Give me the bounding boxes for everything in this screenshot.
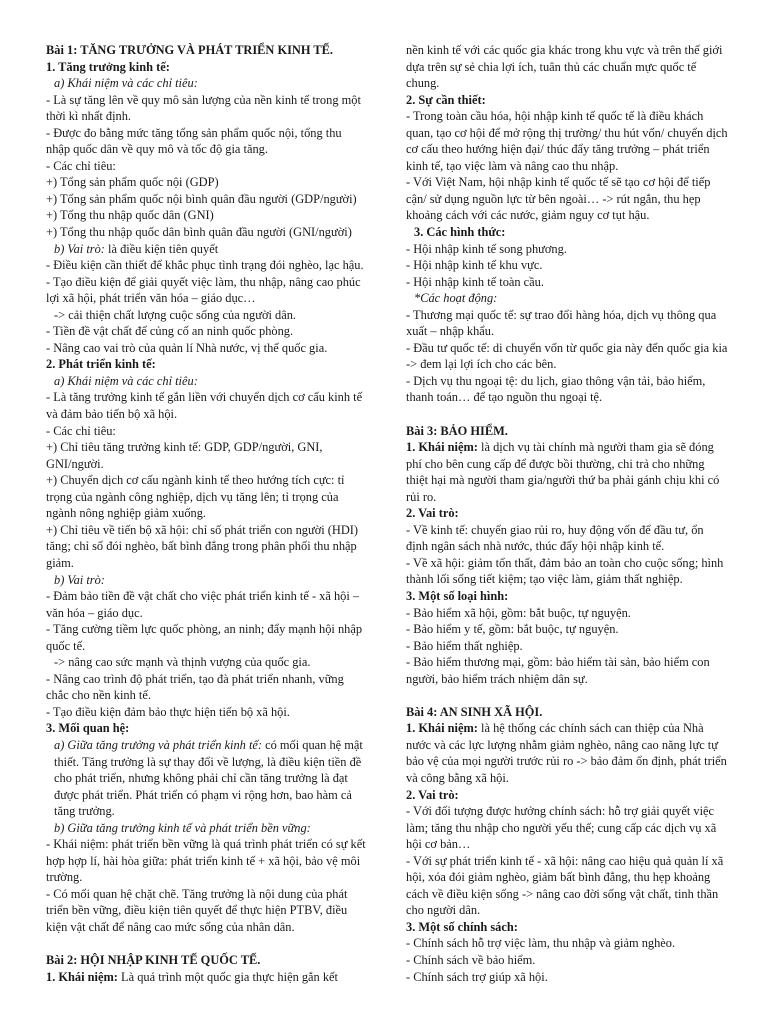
body-line: - Về kinh tế: chuyển giao rủi ro, huy động vốn để đầu tư, ổn định ngân sách nhà nước, thúc đẩy hội nhập kinh tế.: [406, 522, 704, 554]
body-line: - Các chỉ tiêu:: [46, 423, 116, 438]
definition-paragraph: [406, 720, 728, 786]
section-heading: 2. Sự cần thiết:: [406, 92, 486, 107]
section-heading: 2. Phát triển kinh tế:: [46, 357, 156, 372]
body-line: - Các chỉ tiêu:: [46, 158, 116, 173]
body-line: - Điều kiện cần thiết để khắc phục tình trạng đói nghèo, lạc hậu.: [46, 258, 364, 273]
definition-paragraph: [46, 969, 368, 986]
body-line: - Bảo hiểm y tế, gồm: bắt buộc, tự nguyện.: [406, 622, 619, 637]
body-line: - Dịch vụ thu ngoại tệ: du lịch, giao thông vận tải, bảo hiểm, thanh toán… để tạo nguồn thu ngoại tệ.: [406, 373, 706, 405]
body-line: - Trong toàn cầu hóa, hội nhập kinh tế quốc tế là điều khách quan, tạo cơ hội để mở rộng thị trường/ thu hút vốn/ chuyển dịch cơ cấu theo hướng hiện đại/ thúc đẩy tăng trưởng – phát triển kinh tế, tạo việc làm và nâng cao thu nhập.: [406, 109, 728, 173]
body-line: - Về xã hội: giảm tổn thất, đảm bảo an toàn cho cuộc sống; hình thành lối sống tiết kiệm; tạo việc làm, giảm thất nghiệp.: [406, 555, 724, 587]
subsection-heading: b) Giữa tăng trưởng kinh tế và phát triển bền vững:: [54, 820, 311, 835]
body-line: - Chính sách hỗ trợ việc làm, thu nhập và giảm nghèo.: [406, 936, 676, 951]
paragraph-text: là điều kiện tiên quyết: [104, 241, 219, 256]
body-line: - Hội nhập kinh tế song phương.: [406, 241, 567, 256]
lesson-title: Bài 3: BẢO HIỂM.: [406, 423, 508, 438]
lesson-title: Bài 4: AN SINH XÃ HỘI.: [406, 704, 543, 719]
left-column: [46, 42, 368, 985]
body-line: - Chính sách trợ giúp xã hội.: [406, 969, 548, 984]
body-line: - Bảo hiểm xã hội, gồm: bắt buộc, tự nguyện.: [406, 605, 631, 620]
section-heading: 3. Một số chính sách:: [406, 919, 518, 934]
body-line: - Được đo bằng mức tăng tổng sản phẩm quốc nội, tổng thu nhập quốc dân về quy mô và tốc độ gia tăng.: [46, 125, 342, 157]
body-line: -> cải thiện chất lượng cuộc sống của người dân.: [54, 307, 297, 322]
section-spacer: [46, 936, 368, 953]
lesson-title: Bài 2: HỘI NHẬP KINH TẾ QUỐC TẾ.: [46, 953, 261, 968]
subsection-paragraph: [46, 241, 368, 258]
paragraph-text: là dịch vụ tài chính mà người tham gia sẽ đóng phí cho bên cung cấp để được bồi thường, chi trả cho những thiệt hại mà người tham gia/người thứ ba phải gánh chịu khi có rủi ro.: [406, 440, 720, 504]
body-line: - Nâng cao trình độ phát triển, tạo đà phát triển nhanh, vững chắc cho nền kinh tế.: [46, 671, 344, 703]
section-spacer: [406, 687, 728, 704]
subsection-label: a) Giữa tăng trưởng và phát triển kinh tế:: [54, 737, 263, 752]
body-line: - Chính sách về bảo hiểm.: [406, 952, 536, 967]
body-line: +) Chỉ tiêu tăng trưởng kinh tế: GDP, GDP/người, GNI, GNI/người.: [46, 440, 323, 471]
subsection-paragraph: [46, 737, 368, 820]
body-line: - Bảo hiểm thất nghiệp.: [406, 638, 523, 653]
section-heading: 2. Vai trò:: [406, 787, 459, 802]
body-line: - Tạo điều kiện đảm bảo thực hiện tiến bộ xã hội.: [46, 704, 290, 719]
subsection-label: b) Vai trò:: [54, 241, 105, 256]
body-line: - Tạo điều kiện để giải quyết việc làm, thu nhập, nâng cao phúc lợi xã hội, phát triển văn hóa – giáo dục…: [46, 274, 361, 306]
body-line: - Là tăng trưởng kinh tế gắn liền với chuyển dịch cơ cấu kinh tế và đảm bảo tiến bộ xã hội.: [46, 390, 363, 422]
body-line: - Nâng cao vai trò của quản lí Nhà nước, vị thế quốc gia.: [46, 340, 328, 355]
body-line: +) Chuyển dịch cơ cấu ngành kinh tế theo hướng tích cực: tỉ trọng của ngành công nghiệp, dịch vụ tăng lên; tỉ trọng của ngành nông nghiệp giảm xuống.: [46, 473, 345, 521]
lesson-title: Bài 1: TĂNG TRƯỞNG VÀ PHÁT TRIỂN KINH TẾ.: [46, 43, 333, 57]
paragraph-text: là hệ thống các chính sách can thiệp của Nhà nước và các lực lượng nhằm giảm nghèo, nâng cao năng lực tự bảo vệ của mọi người trước rủi ro -> bảo đảm ổn định, phát triển và công bằng xã hội.: [406, 721, 727, 785]
subsection-heading: a) Khái niệm và các chỉ tiêu:: [54, 76, 198, 91]
definition-label: 1. Khái niệm:: [406, 440, 478, 455]
section-heading: 3. Các hình thức:: [414, 225, 506, 240]
body-line: - Với sự phát triển kinh tế - xã hội: nâng cao hiệu quả quản lí xã hội, xóa đói giảm nghèo, giảm bất bình đẳng, thu hẹp khoảng cách về điều kiện sống -> nâng cao đời sống vật chất, tinh thần cho người dân.: [406, 853, 724, 918]
body-line: - Là sự tăng lên về quy mô sản lượng của nền kinh tế trong một thời kì nhất định.: [46, 92, 361, 124]
body-line: - Với đối tượng được hưởng chính sách: hỗ trợ giải quyết việc làm; tăng thu nhập cho người yếu thế; cung cấp các dịch vụ xã hội cơ bản…: [406, 804, 717, 852]
subsection-heading: *Các hoạt động:: [414, 291, 498, 306]
body-line: - Thương mại quốc tế: sự trao đổi hàng hóa, dịch vụ thông qua xuất – nhập khẩu.: [406, 307, 717, 339]
body-line: - Tiền đề vật chất để củng cố an ninh quốc phòng.: [46, 324, 294, 339]
body-line: +) Tổng thu nhập quốc dân (GNI): [46, 208, 214, 223]
definition-paragraph: [406, 439, 728, 505]
body-line: - Hội nhập kinh tế khu vực.: [406, 258, 543, 273]
body-line: nền kinh tế với các quốc gia khác trong khu vực và trên thế giới dựa trên sự sẻ chia lợi ích, tuân thủ các chuẩn mực quốc tế chung.: [406, 43, 723, 91]
body-line: - Hội nhập kinh tế toàn cầu.: [406, 274, 544, 289]
body-line: - Khái niệm: phát triển bền vững là quá trình phát triển có sự kết hợp hợp lí, hài hòa giữa: phát triển kinh tế + xã hội, bảo vệ môi trường.: [46, 837, 366, 885]
body-line: - Đảm bảo tiền đề vật chất cho việc phát triển kinh tế - xã hội – văn hóa – giáo dục.: [46, 589, 360, 620]
body-line: - Đầu tư quốc tế: di chuyển vốn từ quốc gia này đến quốc gia kia -> đem lại lợi ích cho các bên.: [406, 340, 728, 372]
body-line: +) Chỉ tiêu về tiến bộ xã hội: chỉ số phát triển con người (HDI) tăng; chỉ số đói nghèo, bất bình đẳng trong phân phối thu nhập giảm.: [46, 522, 359, 570]
subsection-heading: b) Vai trò:: [54, 572, 105, 587]
section-spacer: [406, 406, 728, 423]
paragraph-text: Là quá trình một quốc gia thực hiện gắn kết: [117, 969, 338, 984]
subsection-heading: a) Khái niệm và các chỉ tiêu:: [54, 373, 198, 388]
section-heading: 2. Vai trò:: [406, 506, 459, 521]
body-line: -> nâng cao sức mạnh và thịnh vượng của quốc gia.: [54, 655, 311, 670]
definition-label: 1. Khái niệm:: [46, 969, 118, 984]
body-line: +) Tổng sản phẩm quốc nội (GDP): [46, 175, 219, 190]
body-line: - Bảo hiểm thương mại, gồm: bảo hiểm tài sản, bảo hiểm con người, bảo hiểm trách nhiệm dân sự.: [406, 655, 710, 686]
section-heading: 3. Mối quan hệ:: [46, 721, 130, 736]
paragraph-text: có mối quan hệ mật thiết. Tăng trưởng là sự thay đổi về lượng, là điều kiện tiền đề cho phát triển, nhưng không phải chỉ cần tăng trưởng là đạt được phát triển. Phát triển có phạm vi rộng hơn, bao hàm cả tăng trưởng.: [54, 737, 363, 819]
section-heading: 1. Tăng trưởng kinh tế:: [46, 59, 170, 74]
definition-label: 1. Khái niệm:: [406, 721, 478, 736]
body-line: - Có mối quan hệ chặt chẽ. Tăng trưởng là nội dung của phát triển bền vững, điều kiện tiên quyết để thực hiện PTBV, điều kiện vật chất để nâng cao mức sống của nhân dân.: [46, 886, 348, 934]
body-line: - Tăng cường tiềm lực quốc phòng, an ninh; đẩy mạnh hội nhập quốc tế.: [46, 622, 363, 653]
right-column: [406, 42, 728, 985]
body-line: +) Tổng sản phẩm quốc nội bình quân đầu người (GDP/người): [46, 191, 357, 206]
body-line: +) Tổng thu nhập quốc dân bình quân đầu người (GNI/người): [46, 225, 352, 240]
section-heading: 3. Một số loại hình:: [406, 589, 509, 603]
body-line: - Với Việt Nam, hội nhập kinh tế quốc tế sẽ tạo cơ hội để tiếp cận/ sử dụng nguồn lực từ bên ngoài… -> rút ngắn, thu hẹp khoảng cách với các nước, giảm nguy cơ tụt hậu.: [406, 175, 711, 223]
